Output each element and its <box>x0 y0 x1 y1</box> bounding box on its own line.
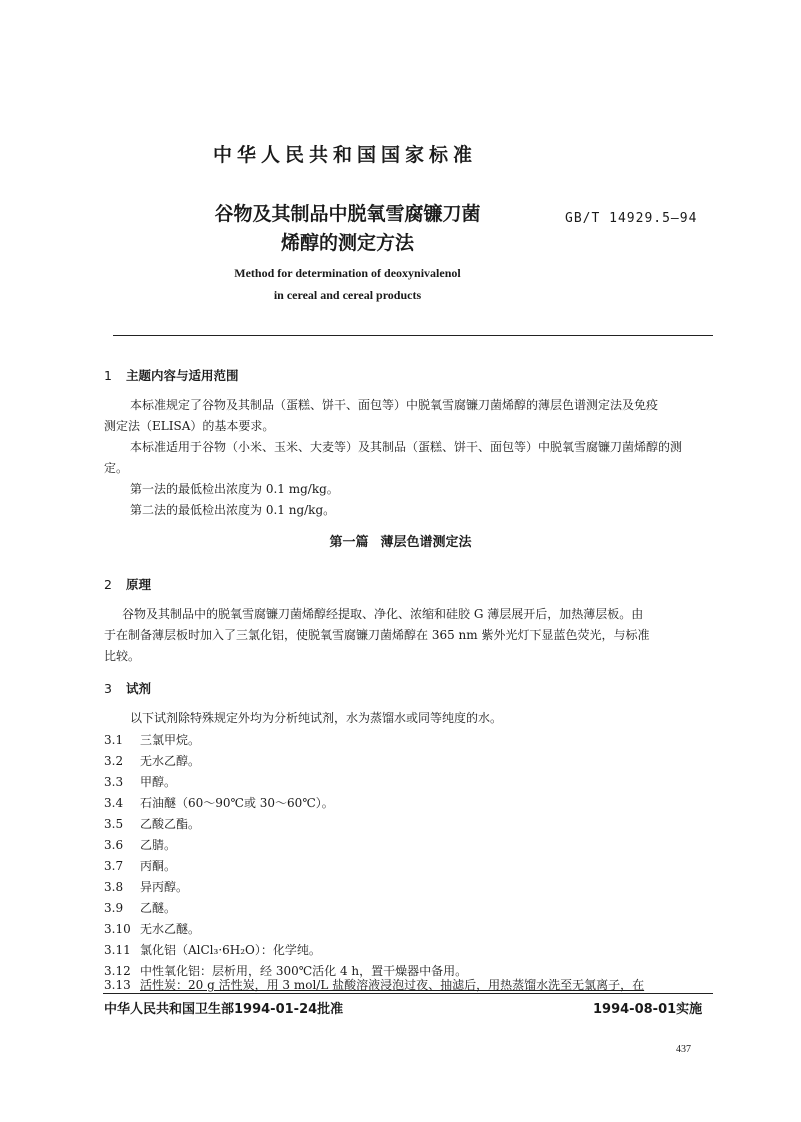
reagent-number: 3.5 <box>104 817 124 831</box>
reagent-text: 乙醚。 <box>140 901 177 915</box>
reagent-item <box>104 773 176 790</box>
reagent-text: 乙酸乙酯。 <box>140 817 201 831</box>
section3-number: 3 <box>104 681 112 696</box>
reagent-text: 异丙醇。 <box>140 880 189 894</box>
part1-label: 第一篇 <box>329 535 369 550</box>
effective-date: 1994-08-01实施 <box>593 1002 703 1017</box>
reagent-number: 3.1 <box>104 733 124 747</box>
section1-number: 1 <box>104 368 112 383</box>
reagent-item <box>104 941 321 958</box>
reagent-item <box>104 857 176 874</box>
reagent-text: 石油醚（60～90℃或 30～60℃）。 <box>140 796 334 810</box>
section2-title: 原理 <box>126 577 152 592</box>
footer-divider <box>103 993 713 994</box>
section1-paragraph3: 第一法的最低检出浓度为 0.1 mg/kg。 <box>130 482 339 496</box>
reagent-item <box>104 752 200 769</box>
reagent-text: 乙腈。 <box>140 838 177 852</box>
reagent-text: 无水乙醇。 <box>140 754 201 768</box>
section1-paragraph2-line1: 本标准适用于谷物（小米、玉米、大麦等）及其制品（蛋糕、饼干、面包等）中脱氧雪腐镰刀菌烯醇的测 <box>130 440 683 454</box>
reagent-number: 3.13 <box>104 978 131 992</box>
reagent-number: 3.6 <box>104 838 124 852</box>
english-title-line2: in cereal and cereal products <box>273 288 422 302</box>
section3-title: 试剂 <box>126 681 152 696</box>
reagent-number: 3.4 <box>104 796 124 810</box>
reagent-number: 3.2 <box>104 754 124 768</box>
section1-paragraph2-line2: 定。 <box>104 461 129 475</box>
reagent-text: 活性炭：20 g 活性炭，用 3 mol/L 盐酸溶液浸泡过夜、抽滤后，用热蒸馏水洗至无氯离子，在 <box>140 978 645 992</box>
section3-heading <box>104 679 151 697</box>
part1-title <box>0 531 801 550</box>
section1-title: 主题内容与适用范围 <box>126 368 239 383</box>
reagent-text: 氯化铝（AlCl₃·6H₂O）：化学纯。 <box>140 943 321 957</box>
reagent-item <box>104 731 200 748</box>
standard-title: 中华人民共和国国家标准 <box>212 144 477 166</box>
reagent-text: 无水乙醚。 <box>140 922 201 936</box>
reagent-item <box>104 815 200 832</box>
reagent-text: 中性氧化铝：层析用，经 300℃活化 4 h，置干燥器中备用。 <box>140 964 468 978</box>
reagent-item <box>104 878 188 895</box>
standard-code: GB/T 14929.5—94 <box>565 211 698 226</box>
section2-paragraph-line3: 比较。 <box>104 649 141 663</box>
section1-paragraph1-line1: 本标准规定了谷物及其制品（蛋糕、饼干、面包等）中脱氧雪腐镰刀菌烯醇的薄层色谱测定法及免疫 <box>130 398 659 412</box>
reagent-number: 3.8 <box>104 880 124 894</box>
reagent-item <box>104 794 334 811</box>
reagent-number: 3.10 <box>104 922 131 936</box>
section1-heading <box>104 366 239 384</box>
reagent-item <box>104 836 176 853</box>
reagent-number: 3.11 <box>104 943 131 957</box>
section2-paragraph-line2: 于在制备薄层板时加入了三氯化铝，使脱氧雪腐镰刀菌烯醇在 365 nm 紫外光灯下显蓝色荧光，与标准 <box>104 628 650 642</box>
reagent-text: 三氯甲烷。 <box>140 733 201 747</box>
section1-paragraph4: 第二法的最低检出浓度为 0.1 ng/kg。 <box>130 503 336 517</box>
english-title-line1: Method for determination of deoxynivalenol <box>234 266 461 280</box>
reagent-number: 3.12 <box>104 964 131 978</box>
section2-number: 2 <box>104 577 112 592</box>
header-divider <box>113 335 713 336</box>
reagent-item <box>104 920 200 937</box>
reagent-text: 甲醇。 <box>140 775 177 789</box>
reagent-number: 3.9 <box>104 901 124 915</box>
reagent-text: 丙酮。 <box>140 859 177 873</box>
section2-heading <box>104 575 151 593</box>
reagent-item <box>104 976 644 993</box>
reagent-number: 3.7 <box>104 859 124 873</box>
part1-name: 薄层色谱测定法 <box>380 535 472 550</box>
approval-line: 中华人民共和国卫生部1994-01-24批准 <box>104 1002 344 1017</box>
reagent-item <box>104 899 176 916</box>
document-title-line1: 谷物及其制品中脱氧雪腐镰刀菌 <box>214 203 481 225</box>
page-number: 437 <box>676 1044 691 1055</box>
reagent-number: 3.3 <box>104 775 124 789</box>
section1-paragraph1-line2: 测定法（ELISA）的基本要求。 <box>104 419 275 433</box>
document-title-line2: 烯醇的测定方法 <box>280 232 414 254</box>
section3-intro: 以下试剂除特殊规定外均为分析纯试剂，水为蒸馏水或同等纯度的水。 <box>130 711 503 725</box>
section2-paragraph-line1: 谷物及其制品中的脱氧雪腐镰刀菌烯醇经提取、净化、浓缩和硅胶 G 薄层展开后，加热薄层板。由 <box>122 607 644 621</box>
